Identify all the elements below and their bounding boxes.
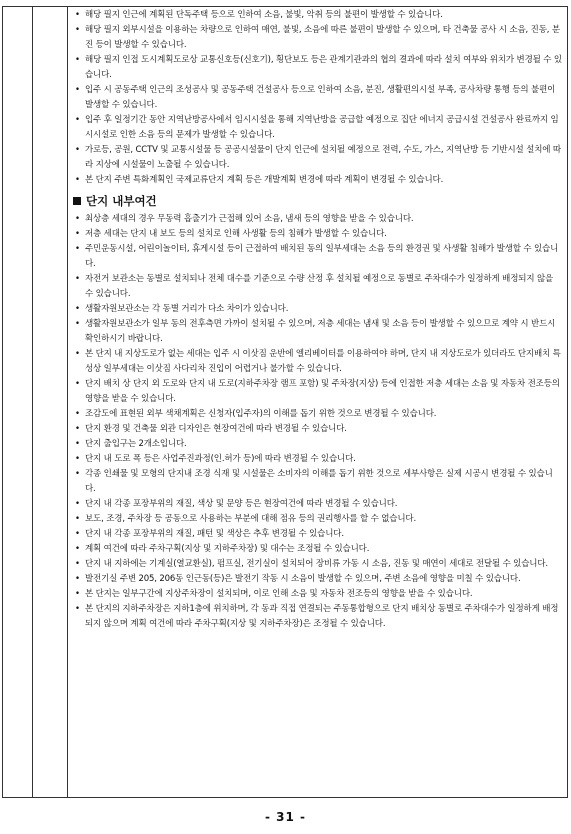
list-item <box>75 422 563 437</box>
list-item-text: 보도, 조경, 주차장 등 공동으로 사용하는 부분에 대해 점유 등의 권리행사를 할 수 없습니다. <box>85 514 417 524</box>
bullet-dot-icon: • <box>75 409 80 419</box>
list-item-text: 본 단지는 일부구간에 지상주차장이 설치되며, 이로 인해 소음 및 자동차 전조등의 영향을 받을 수 있습니다. <box>85 589 473 599</box>
table-divider-2 <box>67 7 68 797</box>
bullet-dot-icon: • <box>75 529 80 539</box>
list-item-text: 단지 내 지하에는 기계실(열교환실), 펌프실, 전기실이 설치되어 장비류 가동 시 소음, 진동 및 매연이 세대로 전달될 수 있습니다. <box>85 559 548 569</box>
table-border-right <box>567 7 568 797</box>
bullet-dot-icon: • <box>75 589 80 599</box>
list-item-text: 해당 필지 인근에 계획된 단독주택 등으로 인하여 소음, 불빛, 악취 등의 불편이 발생할 수 있습니다. <box>85 10 443 20</box>
list-item <box>75 452 563 467</box>
bullet-dot-icon: • <box>75 349 80 359</box>
bullet-dot-icon: • <box>75 115 80 125</box>
bullet-dot-icon: • <box>75 85 80 95</box>
list-item-text: 저층 세대는 단지 내 보도 등의 설치로 인해 사생활 등의 침해가 발생할 수 있습니다. <box>85 229 387 239</box>
table-border-left <box>2 7 3 797</box>
list-item <box>75 437 563 452</box>
list-item <box>75 212 563 227</box>
list-item-text: 단지 내 도로 폭 등은 사업주진과정(인.허가 등)에 따라 변경될 수 있습니다. <box>85 454 356 464</box>
list-item <box>75 302 563 317</box>
section-heading <box>73 192 563 210</box>
list-item <box>75 587 563 602</box>
list-item-text: 해당 필지 외부시설을 이용하는 차량으로 인하여 매연, 불빛, 소음에 따른 불편이 발생할 수 있으며, 타 건축물 공사 시 소음, 진동, 분진 등이 발생할 수 있습니다. <box>85 25 560 50</box>
bullet-dot-icon: • <box>75 424 80 434</box>
bullet-dot-icon: • <box>75 304 80 314</box>
list-item <box>75 347 563 377</box>
list-item <box>75 23 563 53</box>
bullet-dot-icon: • <box>75 604 80 614</box>
bullet-dot-icon: • <box>75 214 80 224</box>
external-conditions-list <box>75 8 563 188</box>
list-item <box>75 143 563 173</box>
list-item <box>75 173 563 188</box>
list-item <box>75 377 563 407</box>
list-item <box>75 227 563 242</box>
list-item-text: 단지 배치 상 단지 외 도로와 단지 내 도로(지하주차장 램프 포함) 및 주차장(지상) 등에 인접한 저층 세대는 소음 및 자동차 전조등의 영향을 받을 수 있습니다. <box>85 379 560 404</box>
list-item <box>75 83 563 113</box>
page-number: - 31 - <box>264 810 306 824</box>
list-item-text: 발전기실 주변 205, 206동 인근동(등)은 발전기 작동 시 소음이 발생할 수 있으며, 주변 소음에 영향을 미칠 수 있습니다. <box>85 574 521 584</box>
list-item <box>75 53 563 83</box>
list-item <box>75 557 563 572</box>
bullet-dot-icon: • <box>75 10 80 20</box>
list-item-text: 조감도에 표현된 외부 색채계획은 신청자(입주자)의 이해를 돕기 위한 것으로 변경될 수 있습니다. <box>85 409 437 419</box>
list-item <box>75 527 563 542</box>
list-item <box>75 407 563 422</box>
square-bullet-icon <box>73 197 81 205</box>
bullet-dot-icon: • <box>75 499 80 509</box>
list-item <box>75 113 563 143</box>
list-item-text: 입주 후 일정기간 동안 지역난방공사에서 임시시설을 통해 지역난방을 공급할 예정으로 집단 에너지 공급시설 건설공사 완료까지 임시시설로 인한 소음 등의 문제가 발생할 수 있습니다. <box>85 115 559 140</box>
list-item-text: 해당 필지 인접 도시계획도로상 교통신호등(신호기), 횡단보도 등은 관계기관과의 협의 결과에 따라 설치 여부와 위치가 변경될 수 있습니다. <box>85 55 562 80</box>
list-item <box>75 512 563 527</box>
bullet-dot-icon: • <box>75 454 80 464</box>
internal-conditions-list <box>75 212 563 632</box>
list-item <box>75 467 563 497</box>
notice-content <box>75 8 563 632</box>
bullet-dot-icon: • <box>75 559 80 569</box>
list-item-text: 단지 내 각종 포장부위의 재질, 패턴 및 색상은 추후 변경될 수 있습니다. <box>85 529 344 539</box>
bullet-dot-icon: • <box>75 274 80 284</box>
bullet-dot-icon: • <box>75 175 80 185</box>
bullet-dot-icon: • <box>75 244 80 254</box>
bullet-dot-icon: • <box>75 469 80 479</box>
list-item-text: 단지 내 각종 포장부위의 재질, 색상 및 문양 등은 현장여건에 따라 변경될 수 있습니다. <box>85 499 398 509</box>
list-item-text: 자전거 보관소는 동별로 설치되나 전체 대수를 기준으로 수량 산정 후 설치될 예정으로 동별로 주차대수가 일정하게 배정되지 않을 수 있습니다. <box>85 274 554 299</box>
bullet-dot-icon: • <box>75 145 80 155</box>
list-item-text: 계획 여건에 따라 주차구획(지상 및 지하주차장) 및 대수는 조정될 수 있습니다. <box>85 544 370 554</box>
list-item-text: 각종 인쇄물 및 모형의 단지내 조경 식재 및 시설물은 소비자의 이해를 돕기 위한 것으로 세부사항은 실제 시공시 변경될 수 있습니다. <box>85 469 553 494</box>
list-item <box>75 542 563 557</box>
section-title: 단지 내부여건 <box>86 194 157 208</box>
bullet-dot-icon: • <box>75 514 80 524</box>
list-item-text: 주민운동시설, 어린이놀이터, 휴게시설 등이 근접하여 배치된 동의 일부세대는 소음 등의 환경권 및 사생활 침해가 발생할 수 있습니다. <box>85 244 559 269</box>
list-item-text: 본 단지 주변 특화계획인 국제교류단지 계획 등은 개발계획 변경에 따라 계획이 변경될 수 있습니다. <box>85 175 444 185</box>
list-item-text: 생활자원보관소가 일부 동의 전후측면 가까이 설치될 수 있으며, 저층 세대는 냄새 및 소음 등이 발생할 수 있으므로 계약 시 반드시 확인하시기 바랍니다. <box>85 319 556 344</box>
list-item-text: 입주 시 공동주택 인근의 조성공사 및 공동주택 건설공사 등으로 인하여 소음, 분진, 생활편의시설 부족, 공사차량 통행 등의 불편이 발생할 수 있습니다. <box>85 85 556 110</box>
bullet-dot-icon: • <box>75 319 80 329</box>
list-item-text: 최상층 세대의 경우 무동력 흡출기가 근접해 있어 소음, 냄새 등의 영향을 받을 수 있습니다. <box>85 214 414 224</box>
bullet-dot-icon: • <box>75 379 80 389</box>
list-item-text: 생활자원보관소는 각 동별 거리가 다소 차이가 있습니다. <box>85 304 289 314</box>
list-item <box>75 8 563 23</box>
list-item-text: 본 단지 내 지상도로가 없는 세대는 입주 시 이삿짐 운반에 엘리베이터를 이용하여야 하며, 단지 내 지상도로가 있더라도 단지배치 특성상 일부세대는 이삿짐 사다리차 진입이 어렵거나 불가할 수 있습니다. <box>85 349 561 374</box>
list-item-text: 단지 출입구는 2개소입니다. <box>85 439 187 449</box>
list-item <box>75 272 563 302</box>
notice-table <box>2 6 568 798</box>
bullet-dot-icon: • <box>75 229 80 239</box>
list-item-text: 본 단지의 지하주차장은 지하1층에 위치하며, 각 동과 직접 연결되는 주동통합형으로 단지 배치상 동별로 주차대수가 일정하게 배정되지 않으며 계획 여건에 따라 주차구획(지상 및 지하주차장)은 조정될 수 있습니다. <box>85 604 559 629</box>
bullet-dot-icon: • <box>75 574 80 584</box>
list-item <box>75 572 563 587</box>
list-item <box>75 242 563 272</box>
bullet-dot-icon: • <box>75 544 80 554</box>
list-item <box>75 602 563 632</box>
bullet-dot-icon: • <box>75 55 80 65</box>
table-divider-1 <box>32 7 33 797</box>
list-item-text: 가로등, 공원, CCTV 및 교통시설물 등 공공시설물이 단지 인근에 설치될 예정으로 전력, 수도, 가스, 지역난방 등 기반시설 설치에 따라 지상에 시설물이 노출될 수 있습니다. <box>85 145 561 170</box>
bullet-dot-icon: • <box>75 25 80 35</box>
list-item-text: 단지 환경 및 건축물 외관 디자인은 현장여건에 따라 변경될 수 있습니다. <box>85 424 347 434</box>
bullet-dot-icon: • <box>75 439 80 449</box>
list-item <box>75 497 563 512</box>
list-item <box>75 317 563 347</box>
